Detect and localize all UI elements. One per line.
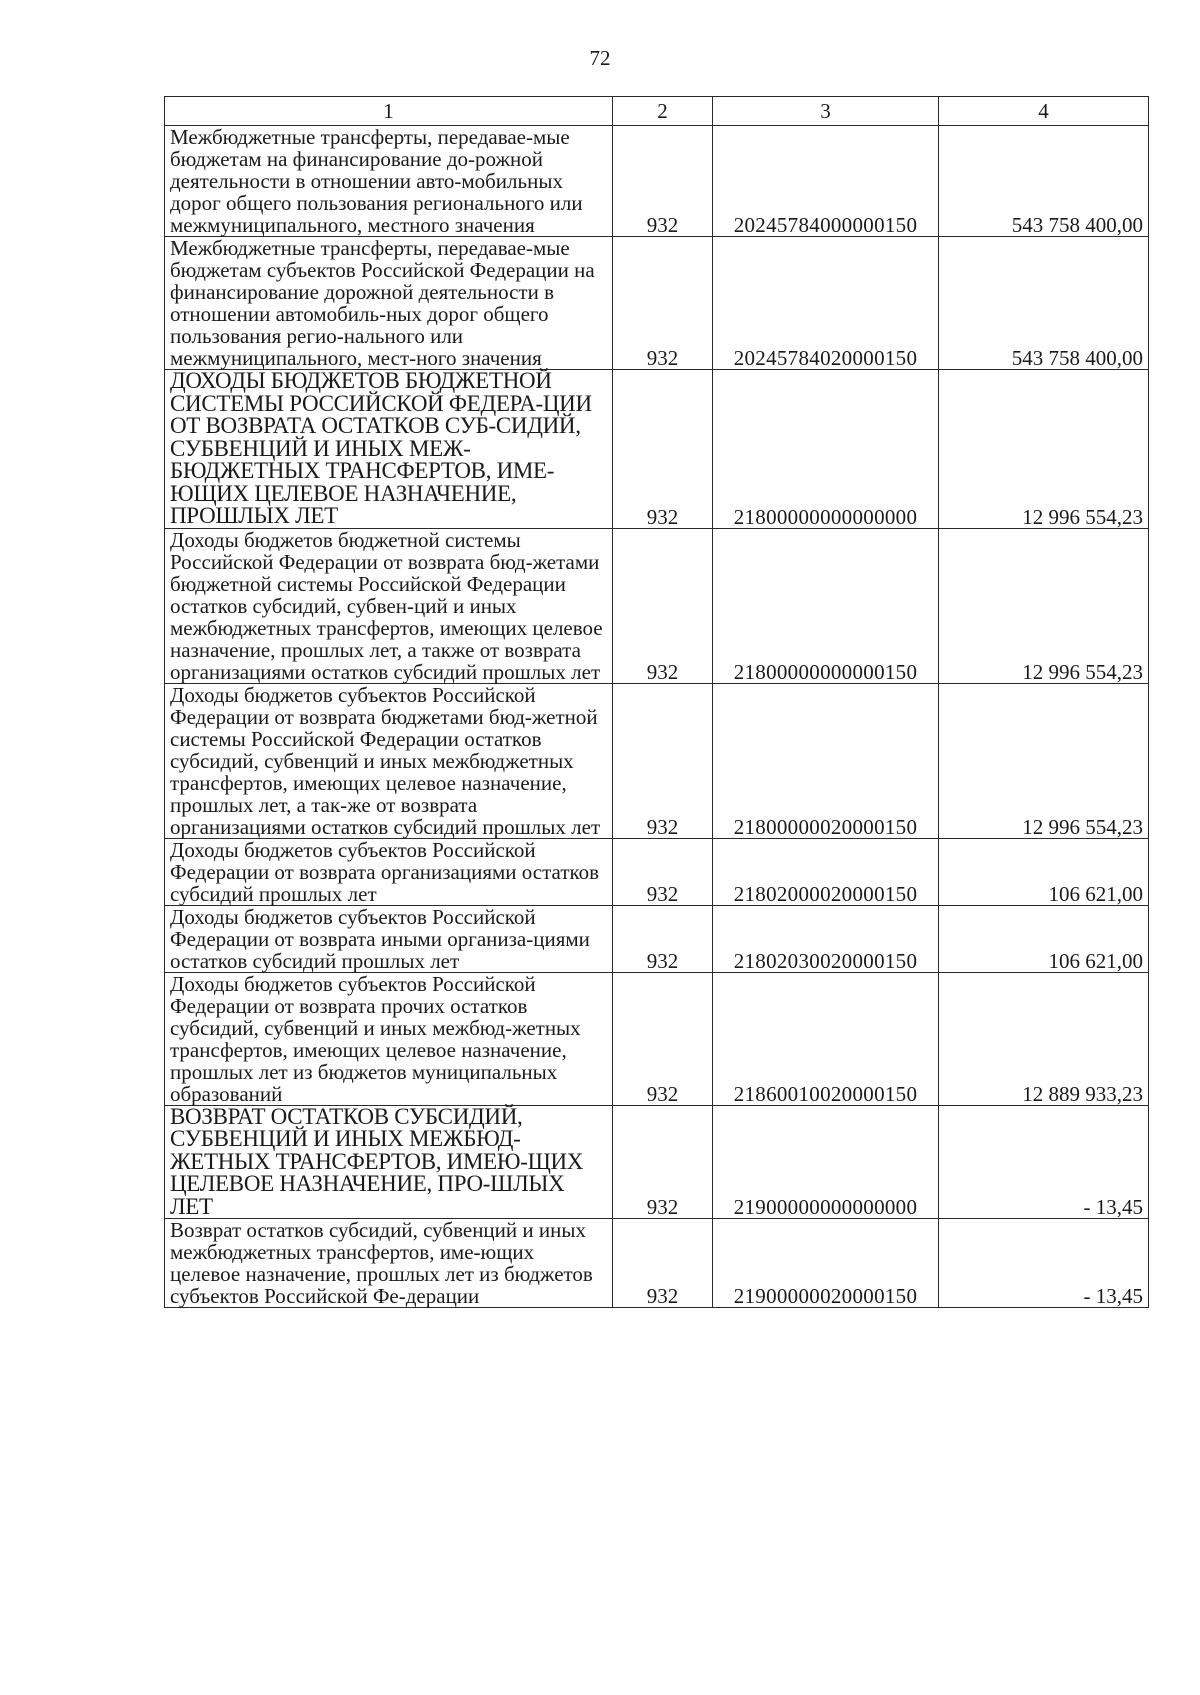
row-admin-code-cell: 932 bbox=[613, 370, 713, 529]
row-classification-code-cell: 21800000020000150 bbox=[713, 683, 939, 838]
row-amount-cell: - 13,45 bbox=[939, 1219, 1149, 1308]
row-classification-code-cell: 20245784000000150 bbox=[713, 126, 939, 237]
row-amount-cell: 543 758 400,00 bbox=[939, 126, 1149, 237]
table-body bbox=[165, 126, 1149, 1308]
row-name-cell: ВОЗВРАТ ОСТАТКОВ СУБСИДИЙ, СУБВЕНЦИЙ И ИНЫХ МЕЖБЮД-ЖЕТНЫХ ТРАНСФЕРТОВ, ИМЕЮ-ЩИХ ЦЕЛЕВОЕ НАЗНАЧЕНИЕ, ПРО-ШЛЫХ ЛЕТ bbox=[165, 1105, 613, 1219]
row-amount-cell: 106 621,00 bbox=[939, 905, 1149, 972]
row-amount-cell: 12 889 933,23 bbox=[939, 972, 1149, 1105]
header-row bbox=[165, 97, 1149, 126]
table-row bbox=[165, 237, 1149, 370]
table-header bbox=[165, 97, 1149, 126]
row-admin-code-cell: 932 bbox=[613, 683, 713, 838]
row-classification-code-cell: 21900000000000000 bbox=[713, 1105, 939, 1219]
row-name-cell: Доходы бюджетов субъектов Российской Федерации от возврата бюджетами бюд-жетной системы Российской Федерации остатков субсидий, субвенций и иных межбюджетных трансфертов, имеющих целевое назначение, прошлых лет, а так-же от возврата организациями остатков субсидий прошлых лет bbox=[165, 683, 613, 838]
row-classification-code-cell: 20245784020000150 bbox=[713, 237, 939, 370]
table-row bbox=[165, 683, 1149, 838]
revenue-table bbox=[164, 96, 1149, 1308]
row-name-cell: ДОХОДЫ БЮДЖЕТОВ БЮДЖЕТНОЙ СИСТЕМЫ РОССИЙСКОЙ ФЕДЕРА-ЦИИ ОТ ВОЗВРАТА ОСТАТКОВ СУБ-СИДИЙ, СУБВЕНЦИЙ И ИНЫХ МЕЖ-БЮДЖЕТНЫХ ТРАНСФЕРТОВ, ИМЕ-ЮЩИХ ЦЕЛЕВОЕ НАЗНАЧЕНИЕ, ПРОШЛЫХ ЛЕТ bbox=[165, 370, 613, 529]
table-row bbox=[165, 838, 1149, 905]
column-header-3: 3 bbox=[713, 97, 939, 126]
row-amount-cell: 12 996 554,23 bbox=[939, 683, 1149, 838]
row-admin-code-cell: 932 bbox=[613, 237, 713, 370]
row-name-cell: Доходы бюджетов бюджетной системы Российской Федерации от возврата бюд-жетами бюджетной системы Российской Федерации остатков субсидий, субвен-ций и иных межбюджетных трансфертов, имеющих целевое назначение, прошлых лет, а также от возврата организациями остатков субсидий прошлых лет bbox=[165, 528, 613, 683]
row-name-cell: Доходы бюджетов субъектов Российской Федерации от возврата прочих остатков субсидий, субвенций и иных межбюд-жетных трансфертов, имеющих целевое назначение, прошлых лет из бюджетов муниципальных образований bbox=[165, 972, 613, 1105]
row-classification-code-cell: 21900000020000150 bbox=[713, 1219, 939, 1308]
row-classification-code-cell: 21802000020000150 bbox=[713, 838, 939, 905]
row-amount-cell: 543 758 400,00 bbox=[939, 237, 1149, 370]
row-amount-cell: - 13,45 bbox=[939, 1105, 1149, 1219]
row-amount-cell: 12 996 554,23 bbox=[939, 528, 1149, 683]
row-amount-cell: 106 621,00 bbox=[939, 838, 1149, 905]
column-header-2: 2 bbox=[613, 97, 713, 126]
table-row bbox=[165, 972, 1149, 1105]
table-row bbox=[165, 370, 1149, 529]
table-row bbox=[165, 528, 1149, 683]
row-classification-code-cell: 21802030020000150 bbox=[713, 905, 939, 972]
row-amount-cell: 12 996 554,23 bbox=[939, 370, 1149, 529]
row-name-cell: Межбюджетные трансферты, передавае-мые бюджетам субъектов Российской Федерации на финансирование дорожной деятельности в отношении автомобиль-ных дорог общего пользования регио-нального или межмуниципального, мест-ного значения bbox=[165, 237, 613, 370]
table-row bbox=[165, 1105, 1149, 1219]
row-classification-code-cell: 21800000000000150 bbox=[713, 528, 939, 683]
row-admin-code-cell: 932 bbox=[613, 126, 713, 237]
row-admin-code-cell: 932 bbox=[613, 1219, 713, 1308]
row-name-cell: Возврат остатков субсидий, субвенций и иных межбюджетных трансфертов, име-ющих целевое назначение, прошлых лет из бюджетов субъектов Российской Фе-дерации bbox=[165, 1219, 613, 1308]
column-header-1: 1 bbox=[165, 97, 613, 126]
table-row bbox=[165, 126, 1149, 237]
row-admin-code-cell: 932 bbox=[613, 528, 713, 683]
row-classification-code-cell: 21800000000000000 bbox=[713, 370, 939, 529]
row-admin-code-cell: 932 bbox=[613, 905, 713, 972]
table-row bbox=[165, 905, 1149, 972]
row-name-cell: Межбюджетные трансферты, передавае-мые бюджетам на финансирование до-рожной деятельности в отношении авто-мобильных дорог общего пользования регионального или межмуниципального, местного значения bbox=[165, 126, 613, 237]
page-number: 72 bbox=[589, 46, 611, 70]
row-admin-code-cell: 932 bbox=[613, 838, 713, 905]
row-name-cell: Доходы бюджетов субъектов Российской Федерации от возврата организациями остатков субсидий прошлых лет bbox=[165, 838, 613, 905]
row-admin-code-cell: 932 bbox=[613, 1105, 713, 1219]
table-row bbox=[165, 1219, 1149, 1308]
column-header-4: 4 bbox=[939, 97, 1149, 126]
row-name-cell: Доходы бюджетов субъектов Российской Федерации от возврата иными организа-циями остатков субсидий прошлых лет bbox=[165, 905, 613, 972]
row-admin-code-cell: 932 bbox=[613, 972, 713, 1105]
row-classification-code-cell: 21860010020000150 bbox=[713, 972, 939, 1105]
